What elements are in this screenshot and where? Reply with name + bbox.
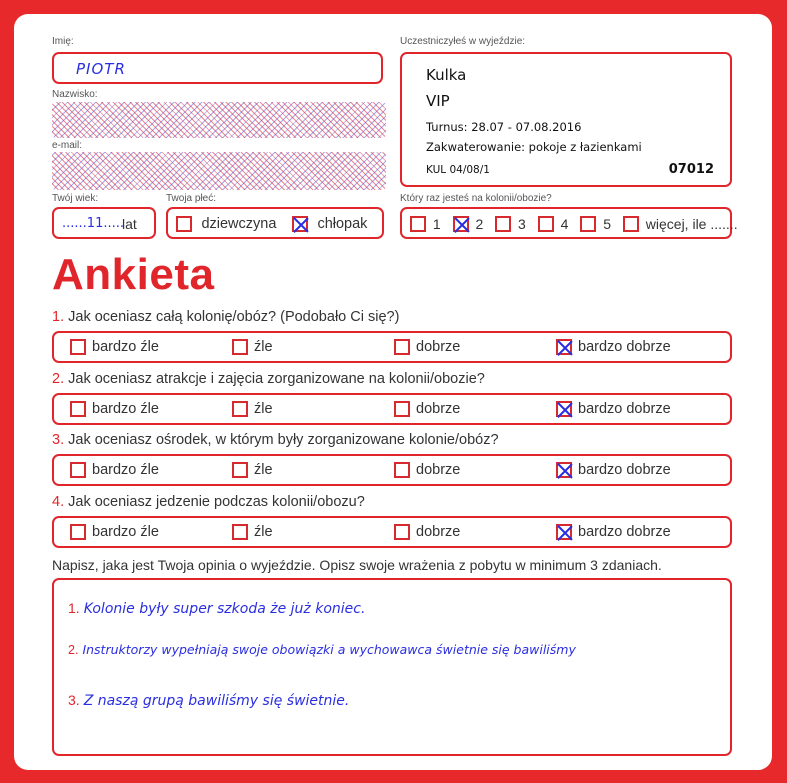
- gender-option-boy[interactable]: chłopak: [292, 215, 367, 233]
- checkbox-girl[interactable]: [176, 216, 192, 232]
- age-value: ......11.....: [62, 216, 124, 231]
- question-3-text: 3. Jak oceniasz ośrodek, w którym były zorganizowane kolonie/obóz?: [52, 432, 499, 448]
- q4-option-bad[interactable]: źle: [232, 524, 273, 540]
- ticket-line2: VIP: [426, 92, 450, 110]
- opinion-prompt: Napisz, jaka jest Twoja opinia o wyjeździe. Opisz swoje wrażenia z pobytu w minimum 3 zdaniach.: [52, 557, 662, 573]
- times-checkbox-5[interactable]: [580, 216, 596, 232]
- times-checkbox-4[interactable]: [538, 216, 554, 232]
- surname-redacted: [52, 102, 386, 138]
- checkbox-boy[interactable]: [292, 216, 308, 232]
- q2-option-very-bad[interactable]: bardzo źle: [70, 401, 159, 417]
- age-field[interactable]: [52, 207, 156, 239]
- surname-label: Nazwisko:: [52, 89, 98, 100]
- times-checkbox-more[interactable]: [623, 216, 639, 232]
- age-unit: lat: [122, 216, 137, 232]
- q1-option-bad[interactable]: źle: [232, 339, 273, 355]
- trip-label: Uczestniczyłeś w wyjeździe:: [400, 36, 526, 47]
- q2-option-good[interactable]: dobrze: [394, 401, 460, 417]
- ticket-number: 07012: [668, 162, 714, 177]
- survey-sheet: [14, 14, 772, 770]
- ticket-accommodation: Zakwaterowanie: pokoje z łazienkami: [426, 140, 642, 154]
- trip-ticket: [400, 52, 732, 187]
- question-1-text: 1. Jak oceniasz całą kolonię/obóz? (Podobało Ci się?): [52, 309, 400, 325]
- times-checkbox-2[interactable]: [453, 216, 469, 232]
- times-field: 1 2 3 4 5 więcej, ile .......: [400, 207, 732, 239]
- times-label: Który raz jesteś na kolonii/obozie?: [400, 193, 552, 204]
- ticket-turnus: Turnus: 28.07 - 07.08.2016: [426, 120, 582, 134]
- answer-2: 2. Instruktorzy wypełniają swoje obowiązki a wychowawca świetnie się bawiliśmy: [68, 642, 576, 657]
- age-label: Twój wiek:: [52, 193, 99, 204]
- times-checkbox-1[interactable]: [410, 216, 426, 232]
- q3-option-good[interactable]: dobrze: [394, 462, 460, 478]
- q2-option-bad[interactable]: źle: [232, 401, 273, 417]
- name-field[interactable]: [52, 52, 383, 84]
- opinion-textarea[interactable]: [52, 578, 732, 756]
- gender-option-girl[interactable]: dziewczyna: [176, 215, 276, 233]
- question-1-options: [52, 331, 732, 363]
- q1-option-good[interactable]: dobrze: [394, 339, 460, 355]
- gender-field: [166, 207, 384, 239]
- question-4-text: 4. Jak oceniasz jedzenie podczas kolonii/obozu?: [52, 494, 365, 510]
- q1-option-very-bad[interactable]: bardzo źle: [70, 339, 159, 355]
- q3-option-very-good[interactable]: bardzo dobrze: [556, 462, 671, 478]
- q2-option-very-good[interactable]: bardzo dobrze: [556, 401, 671, 417]
- email-redacted: [52, 152, 386, 190]
- survey-title: Ankieta: [52, 250, 215, 299]
- q3-option-very-bad[interactable]: bardzo źle: [70, 462, 159, 478]
- q4-option-good[interactable]: dobrze: [394, 524, 460, 540]
- times-checkbox-3[interactable]: [495, 216, 511, 232]
- ticket-code: KUL 04/08/1: [426, 164, 490, 176]
- question-2-options: [52, 393, 732, 425]
- q1-option-very-good[interactable]: bardzo dobrze: [556, 339, 671, 355]
- gender-label: Twoja płeć:: [166, 193, 217, 204]
- question-2-text: 2. Jak oceniasz atrakcje i zajęcia zorganizowane na kolonii/obozie?: [52, 371, 485, 387]
- answer-3: 3. Z naszą grupą bawiliśmy się świetnie.: [68, 692, 350, 709]
- name-value: PIOTR: [76, 60, 126, 78]
- q3-option-bad[interactable]: źle: [232, 462, 273, 478]
- question-4-options: [52, 516, 732, 548]
- ticket-line1: Kulka: [426, 66, 467, 84]
- question-3-options: [52, 454, 732, 486]
- email-label: e-mail:: [52, 140, 83, 151]
- answer-1: 1. Kolonie były super szkoda że już koniec.: [68, 600, 366, 617]
- name-label: Imię:: [52, 36, 74, 47]
- q4-option-very-bad[interactable]: bardzo źle: [70, 524, 159, 540]
- q4-option-very-good[interactable]: bardzo dobrze: [556, 524, 671, 540]
